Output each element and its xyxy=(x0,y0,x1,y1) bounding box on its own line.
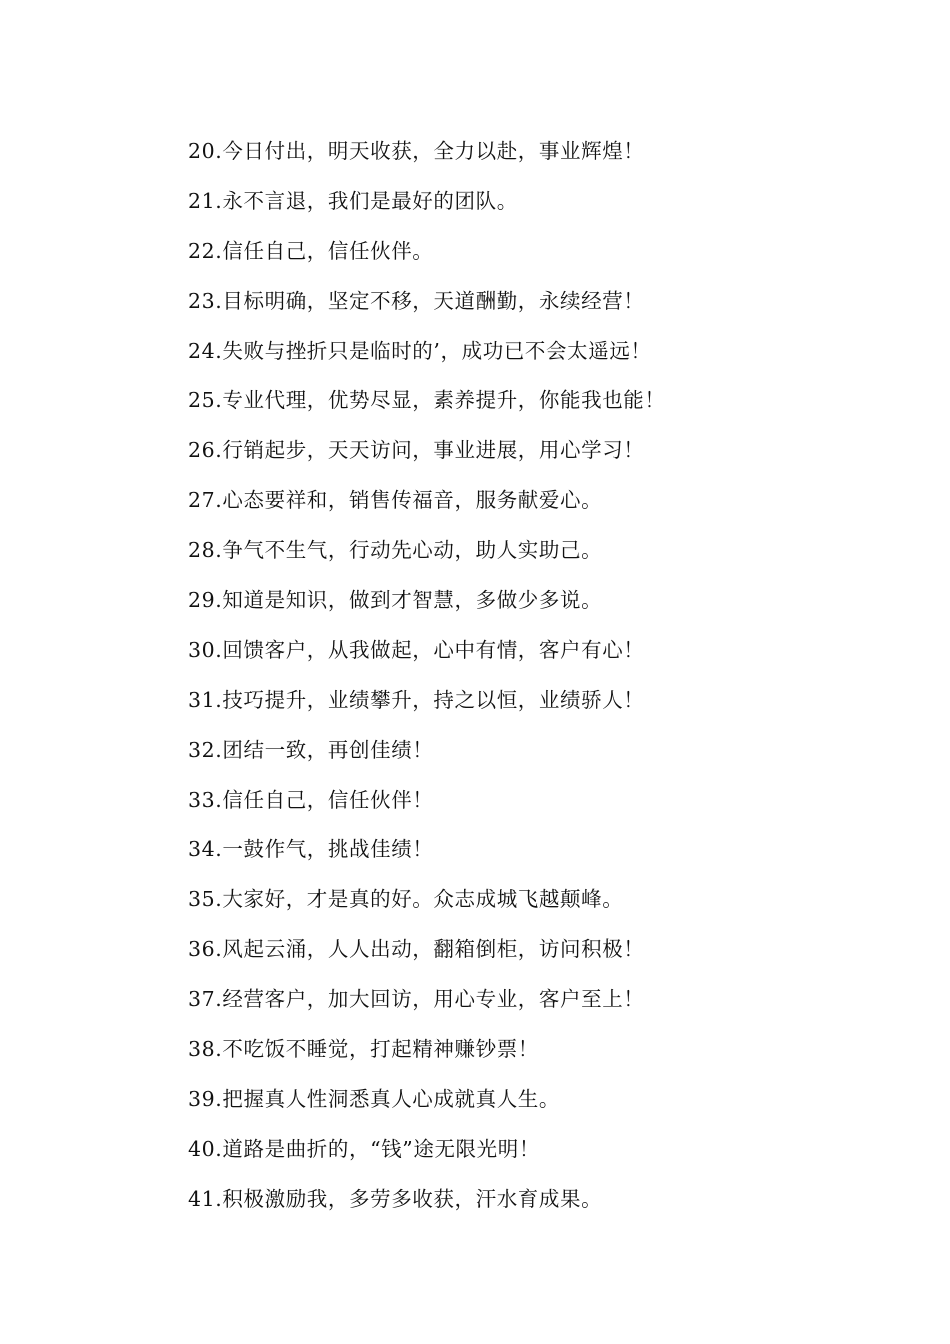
list-item: 39.把握真人性洞悉真人心成就真人生。 xyxy=(188,1086,561,1111)
list-item: 35.大家好，才是真的好。众志成城飞越颠峰。 xyxy=(188,887,624,912)
list-item: 33.信任自己，信任伙伴！ xyxy=(188,787,434,812)
list-item: 37.经营客户，加大回访，用心专业，客户至上！ xyxy=(188,987,645,1012)
list-item: 23.目标明确，坚定不移，天道酬勤，永续经营！ xyxy=(188,288,645,313)
list-item: 34.一鼓作气，挑战佳绩！ xyxy=(188,837,434,862)
list-item: 26.行销起步，天天访问，事业进展，用心学习！ xyxy=(188,438,645,463)
list-item: 21.永不言退，我们是最好的团队。 xyxy=(188,188,518,213)
slogan-list xyxy=(188,134,888,1232)
list-item: 36.风起云涌，人人出动，翻箱倒柜，访问积极！ xyxy=(188,937,645,962)
list-item: 29.知道是知识，做到才智慧，多做少多说。 xyxy=(188,588,603,613)
list-item: 32.团结一致，再创佳绩！ xyxy=(188,737,434,762)
list-item: 40.道路是曲折的，“钱”途无限光明！ xyxy=(188,1136,540,1161)
list-item: 22.信任自己，信任伙伴。 xyxy=(188,238,434,263)
list-item: 30.回馈客户，从我做起，心中有情，客户有心！ xyxy=(188,637,645,662)
list-item: 31.技巧提升，业绩攀升，持之以恒，业绩骄人！ xyxy=(188,687,645,712)
list-item: 38.不吃饭不睡觉，打起精神赚钞票！ xyxy=(188,1037,539,1062)
list-item: 25.专业代理，优势尽显，素养提升，你能我也能！ xyxy=(188,388,666,413)
list-item: 27.心态要祥和，销售传福音，服务献爱心。 xyxy=(188,488,603,513)
list-item: 24.失败与挫折只是临时的’，成功已不会太遥远！ xyxy=(188,338,652,363)
list-item: 28.争气不生气，行动先心动，助人实助己。 xyxy=(188,538,603,563)
list-item: 20.今日付出，明天收获，全力以赴，事业辉煌！ xyxy=(188,139,645,163)
list-item: 41.积极激励我，多劳多收获，汗水育成果。 xyxy=(188,1186,603,1211)
